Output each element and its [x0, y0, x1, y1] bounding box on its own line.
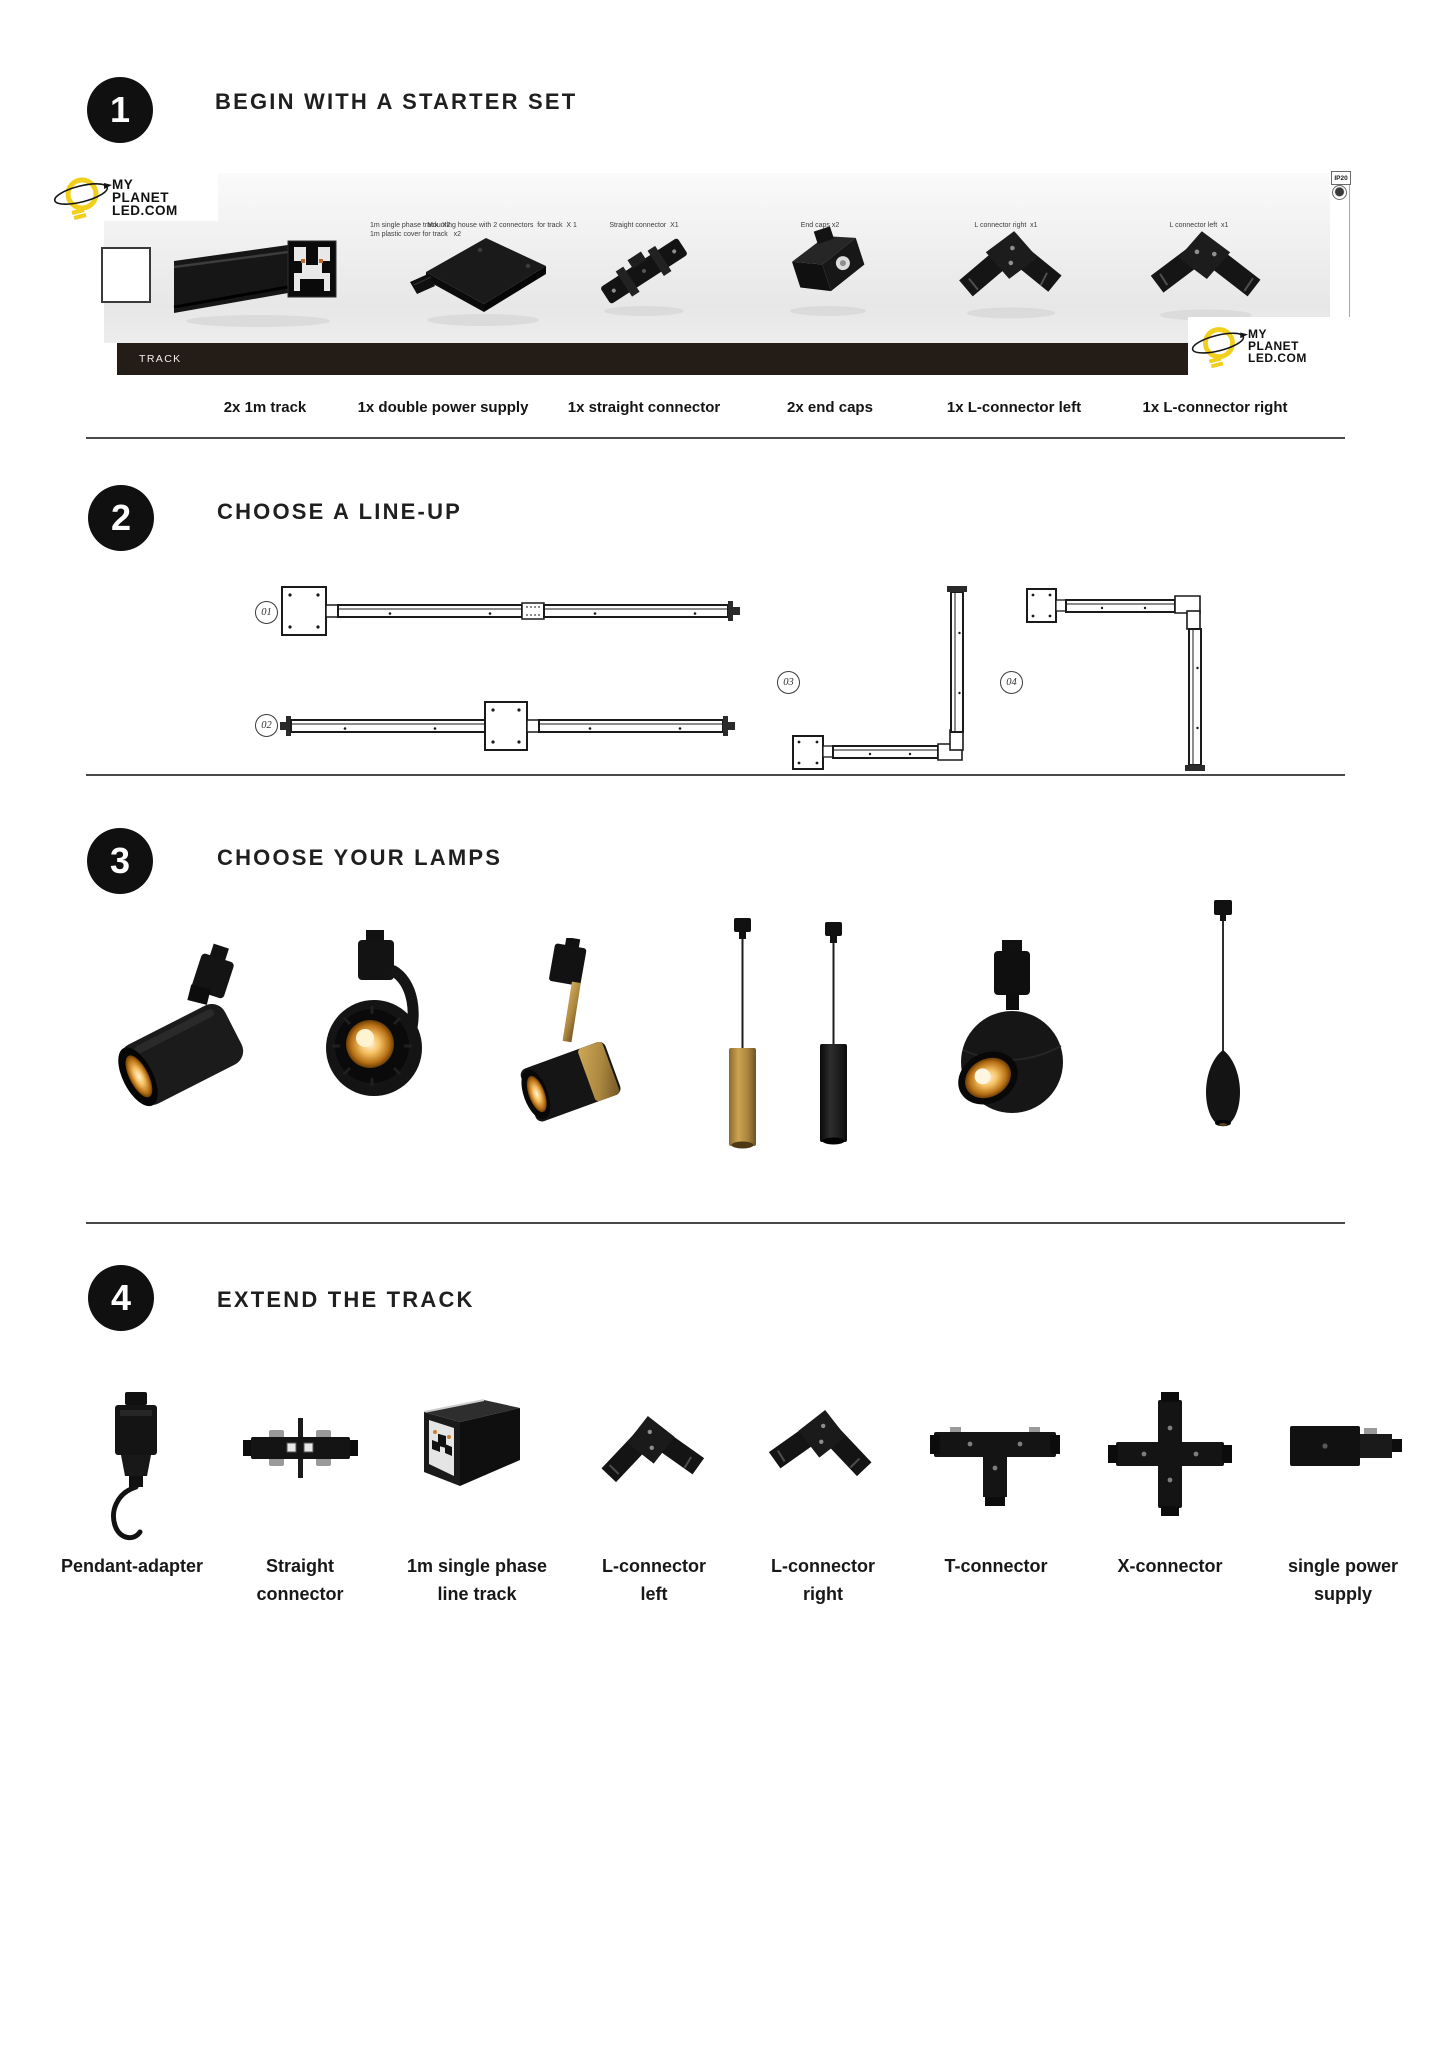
- starter-set-banner: [104, 173, 1350, 375]
- double-power-supply-image: [408, 228, 558, 328]
- brand-logo-bottom: [1188, 317, 1352, 375]
- content-caption-power: 1x double power supply: [357, 399, 529, 416]
- lamp-brass-spot: [520, 938, 628, 1138]
- l-connector-left-extend-image: [594, 1410, 706, 1490]
- step-3-title: CHOOSE YOUR LAMPS: [217, 845, 503, 870]
- note-track: 1m single phase track X2 1m plastic cover for track x2: [370, 222, 462, 238]
- step-2-number: 2: [110, 497, 132, 538]
- section-divider: [86, 774, 1345, 776]
- protection-class-icon: [1332, 185, 1347, 200]
- step-2-title: CHOOSE A LINE-UP: [217, 499, 463, 524]
- lineup-03-label: 03: [777, 671, 800, 694]
- lineup-02-label: 02: [255, 714, 278, 737]
- track-bar-label: TRACK: [139, 353, 182, 365]
- note-straight-connector: Straight connector X1: [609, 222, 679, 229]
- ip-rating-badge: IP20: [1331, 171, 1351, 185]
- content-caption-endcaps: 2x end caps: [787, 399, 873, 416]
- section-divider: [86, 1222, 1345, 1224]
- extend-label-straight-connector: Straight connector: [256, 1556, 344, 1604]
- wall-box-image: [101, 247, 151, 303]
- lamp-pendant-tube-black: [812, 922, 856, 1147]
- lineup-01-diagram: [250, 580, 750, 650]
- planet-logo-icon: [50, 173, 112, 221]
- step-3-number: 3: [109, 840, 131, 881]
- straight-connector-image: [592, 223, 696, 319]
- lineup-03-diagram: [770, 583, 980, 778]
- lamp-pendant-egg: [1200, 900, 1246, 1132]
- note-end-caps: End caps x2: [800, 222, 840, 229]
- l-connector-right-extend-image: [767, 1404, 879, 1484]
- lineup-04-diagram: [990, 583, 1215, 778]
- extend-label-pendant-adapter: Pendant-adapter: [60, 1556, 204, 1576]
- extend-label-line-track: 1m single phase line track: [406, 1556, 548, 1604]
- brand-logo-top: [50, 173, 218, 221]
- lineup-01-label: 01: [255, 601, 278, 624]
- x-connector-image: [1108, 1392, 1232, 1516]
- lamp-round-spot: [318, 930, 440, 1130]
- track-product-image: [170, 225, 346, 329]
- extend-label-l-connector-left: L-connector left: [601, 1556, 707, 1604]
- lineup-02-diagram: [250, 695, 750, 757]
- t-connector-image: [930, 1404, 1060, 1506]
- note-l-connector-left: L connector left x1: [1169, 222, 1229, 229]
- l-connector-right-image: [952, 221, 1070, 321]
- line-track-extend-image: [418, 1396, 528, 1492]
- content-caption-l-right: 1x L-connector right: [1142, 399, 1288, 416]
- lamp-track-spot-cylinder: [108, 935, 258, 1145]
- single-power-supply-image: [1288, 1422, 1406, 1470]
- l-connector-left-image: [1144, 221, 1268, 323]
- extend-label-l-connector-right: L-connector right: [770, 1556, 876, 1604]
- step-2-number-badge: [88, 485, 154, 551]
- content-caption-straight: 1x straight connector: [567, 399, 721, 416]
- step-4-number: 4: [110, 1277, 132, 1318]
- note-l-connector-right: L connector right x1: [974, 222, 1038, 229]
- content-caption-l-left: 1x L-connector left: [946, 399, 1082, 416]
- step-1-title: BEGIN WITH A STARTER SET: [215, 89, 578, 114]
- lineup-04-label: 04: [1000, 671, 1023, 694]
- step-3-number-badge: [87, 828, 153, 894]
- step-1-number: 1: [109, 89, 131, 130]
- track-bar: [117, 343, 1330, 375]
- lamp-sphere-spot: [950, 940, 1076, 1140]
- note-power-supply: Mounting house with 2 connectors for track X 1: [427, 222, 577, 229]
- step-4-number-badge: [88, 1265, 154, 1331]
- straight-connector-extend-image: [243, 1418, 358, 1478]
- extend-label-x-connector: X-connector: [1117, 1556, 1223, 1576]
- content-caption-track: 2x 1m track: [223, 399, 307, 416]
- step-4-title: EXTEND THE TRACK: [217, 1287, 475, 1312]
- planet-logo-icon: [1188, 321, 1248, 371]
- extend-label-t-connector: T-connector: [944, 1556, 1048, 1576]
- section-divider: [86, 437, 1345, 439]
- brand-logo-text: MY PLANET LED.COM: [1248, 327, 1307, 365]
- lamp-pendant-tube-gold: [722, 918, 764, 1153]
- step-1-number-badge: [87, 77, 153, 143]
- pendant-adapter-image: [103, 1392, 169, 1552]
- brand-logo-text: MY PLANET LED.COM: [112, 176, 178, 218]
- extend-label-single-power-supply: single power supply: [1287, 1556, 1399, 1604]
- end-caps-image: [776, 221, 880, 319]
